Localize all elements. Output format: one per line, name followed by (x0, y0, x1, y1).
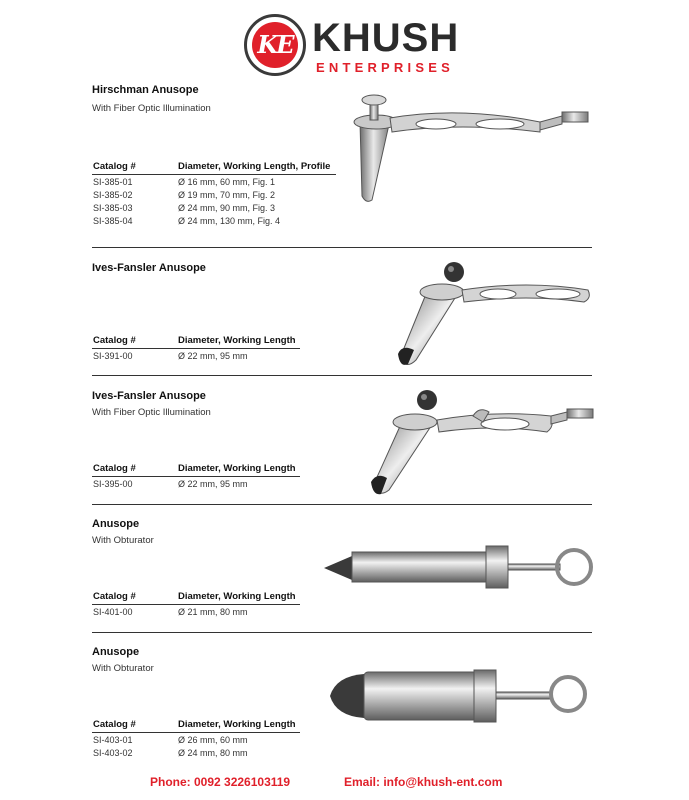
spec-table (92, 590, 300, 618)
table-row (92, 733, 300, 746)
footer-email[interactable]: Email: info@khush-ent.com (344, 775, 503, 789)
specification-value: Ø 22 mm, 95 mm (178, 479, 248, 489)
catalog-header: Catalog # (93, 591, 136, 602)
specification-value: Ø 24 mm, 130 mm, Fig. 4 (178, 216, 281, 226)
ives-fansler-anuscope-illustration (378, 254, 598, 372)
product-subtitle: With Fiber Optic Illumination (92, 407, 211, 418)
spec-table (92, 160, 336, 227)
specification-value: Ø 22 mm, 95 mm (178, 351, 248, 361)
section-divider (92, 504, 592, 505)
specification-value: Ø 16 mm, 60 mm, Fig. 1 (178, 177, 276, 187)
specification-value: Ø 19 mm, 70 mm, Fig. 2 (178, 190, 276, 200)
table-row (92, 477, 300, 490)
specification-header: Diameter, Working Length (178, 719, 296, 730)
ives-fansler-fiber-optic-anuscope-illustration (355, 382, 600, 500)
company-logo (244, 14, 460, 80)
section-divider (92, 632, 592, 633)
spec-table (92, 462, 300, 490)
logo-company-subtitle: ENTERPRISES (316, 60, 454, 75)
catalog-number: SI-385-01 (93, 177, 133, 187)
table-row (92, 201, 336, 214)
product-title: Anusope (92, 646, 140, 658)
spec-table-header (92, 462, 300, 477)
catalog-header: Catalog # (93, 335, 136, 346)
catalog-number: SI-403-02 (93, 748, 133, 758)
table-row (92, 349, 300, 362)
product-subtitle: With Obturator (92, 663, 154, 674)
spec-table (92, 334, 300, 362)
hirschman-anuscope-illustration (340, 92, 600, 210)
catalog-number: SI-395-00 (93, 479, 133, 489)
product-title: Anusope (92, 518, 140, 530)
catalog-number: SI-403-01 (93, 735, 133, 745)
anusope-large-obturator-illustration (328, 664, 594, 728)
catalog-number: SI-385-02 (93, 190, 133, 200)
specification-header: Diameter, Working Length (178, 591, 296, 602)
product-title: Ives-Fansler Anusope (92, 390, 206, 402)
specification-header: Diameter, Working Length (178, 463, 296, 474)
specification-header: Diameter, Working Length, Profile (178, 161, 331, 172)
catalog-header: Catalog # (93, 463, 136, 474)
table-row (92, 605, 300, 618)
product-title: Hirschman Anusope (92, 84, 199, 96)
specification-value: Ø 24 mm, 80 mm (178, 748, 248, 758)
spec-table-header (92, 718, 300, 733)
logo-initials: KE (252, 22, 298, 68)
spec-table-header (92, 160, 336, 175)
spec-table-header (92, 590, 300, 605)
specification-value: Ø 26 mm, 60 mm (178, 735, 248, 745)
section-divider (92, 247, 592, 248)
specification-header: Diameter, Working Length (178, 335, 296, 346)
section-divider (92, 375, 592, 376)
table-row (92, 188, 336, 201)
product-title: Ives-Fansler Anusope (92, 262, 206, 274)
catalog-header: Catalog # (93, 719, 136, 730)
table-row (92, 746, 300, 759)
specification-value: Ø 24 mm, 90 mm, Fig. 3 (178, 203, 276, 213)
catalog-number: SI-385-03 (93, 203, 133, 213)
anusope-obturator-illustration (322, 540, 594, 596)
catalog-header: Catalog # (93, 161, 136, 172)
product-subtitle: With Fiber Optic Illumination (92, 103, 211, 114)
spec-table (92, 718, 300, 759)
catalog-number: SI-385-04 (93, 216, 133, 226)
spec-table-header (92, 334, 300, 349)
logo-badge (244, 14, 306, 76)
catalog-number: SI-391-00 (93, 351, 133, 361)
table-row (92, 214, 336, 227)
table-row (92, 175, 336, 188)
specification-value: Ø 21 mm, 80 mm (178, 607, 248, 617)
product-subtitle: With Obturator (92, 535, 154, 546)
footer-phone: Phone: 0092 3226103119 (150, 775, 291, 789)
catalog-number: SI-401-00 (93, 607, 133, 617)
logo-company-name: KHUSH (312, 16, 460, 60)
